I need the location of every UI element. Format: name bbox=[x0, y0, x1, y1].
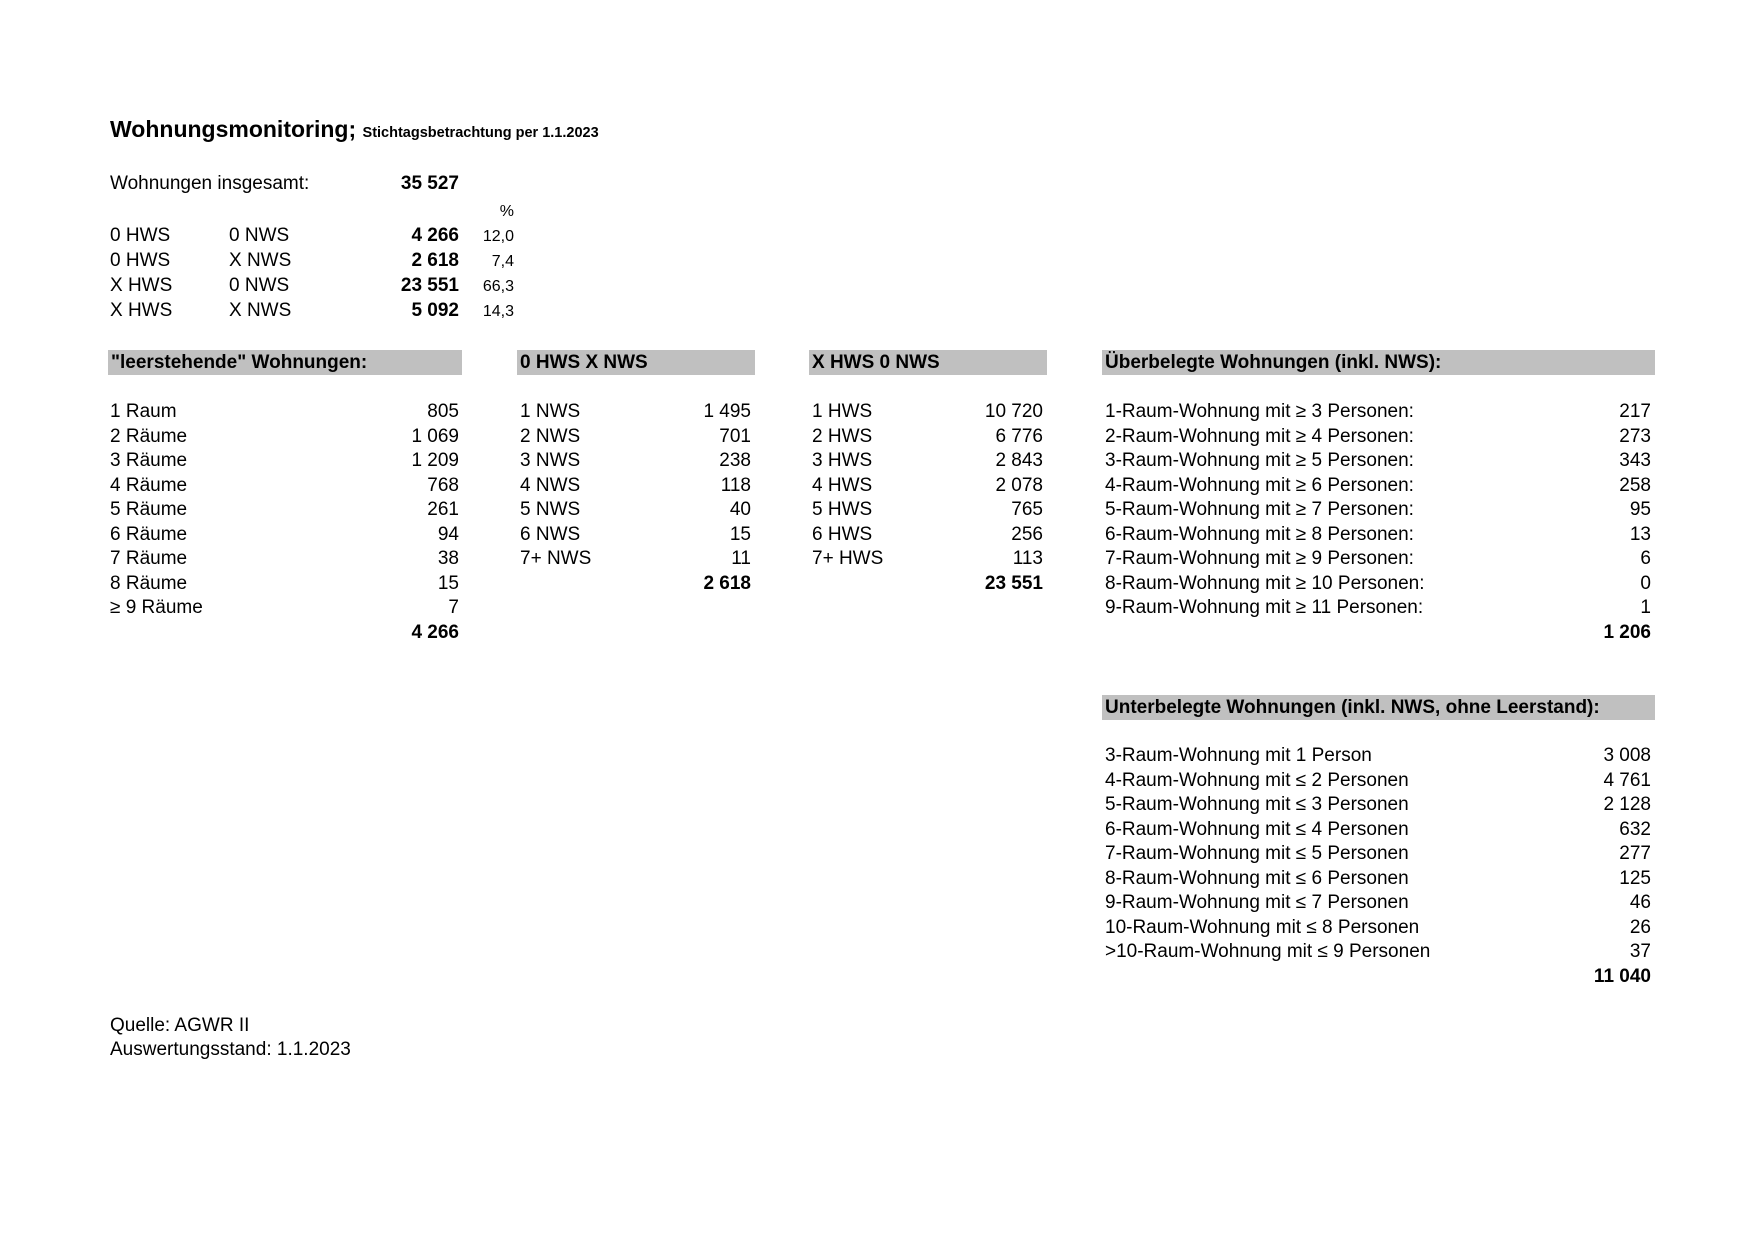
row-value: 0 bbox=[1640, 572, 1651, 594]
row-label: 1 Raum bbox=[110, 401, 177, 422]
list-item bbox=[812, 523, 1043, 548]
summary-value: 4 266 bbox=[411, 225, 459, 246]
list-item bbox=[1105, 425, 1651, 450]
list-item bbox=[1105, 474, 1651, 499]
summary-hws: 0 HWS bbox=[110, 225, 171, 246]
title-subtitle: Stichtagsbetrachtung per 1.1.2023 bbox=[362, 125, 599, 141]
row-value: 1 bbox=[1640, 597, 1651, 618]
summary-hws: 0 HWS bbox=[110, 250, 171, 271]
row-value: 37 bbox=[1629, 941, 1651, 962]
row-value: 10 720 bbox=[984, 401, 1043, 422]
pct-header: % bbox=[499, 203, 514, 220]
row-label: >10-Raum-Wohnung mit ≤ 9 Personen bbox=[1105, 941, 1431, 962]
row-label: 7+ HWS bbox=[812, 548, 884, 569]
row-value: 261 bbox=[427, 499, 459, 520]
row-value: 1 209 bbox=[411, 450, 459, 471]
list-item bbox=[812, 425, 1043, 450]
row-label: 2-Raum-Wohnung mit ≥ 4 Personen: bbox=[1105, 425, 1414, 447]
row-value: 3 008 bbox=[1603, 745, 1651, 766]
row-label: 6 NWS bbox=[520, 523, 581, 545]
row-label: 1 NWS bbox=[520, 401, 581, 422]
list-item bbox=[110, 474, 459, 499]
list-item bbox=[520, 547, 751, 572]
row-value: 1 495 bbox=[703, 401, 751, 422]
total-label: Wohnungen insgesamt: bbox=[110, 173, 310, 194]
row-label: 7 Räume bbox=[110, 548, 188, 569]
list-item bbox=[1105, 498, 1651, 523]
hws-only-total: 23 551 bbox=[984, 572, 1043, 594]
summary-pct: 14,3 bbox=[482, 303, 514, 320]
row-value: 217 bbox=[1619, 401, 1651, 422]
row-label: 6-Raum-Wohnung mit ≥ 8 Personen: bbox=[1105, 523, 1414, 545]
row-value: 38 bbox=[437, 548, 459, 569]
summary-hws: X HWS bbox=[110, 300, 173, 321]
row-label: 4 NWS bbox=[520, 474, 581, 496]
summary-nws: X NWS bbox=[229, 250, 292, 271]
row-value: 11 bbox=[731, 548, 751, 569]
row-value: 13 bbox=[1629, 523, 1651, 545]
summary-pct: 7,4 bbox=[491, 253, 514, 270]
hws-only-header: X HWS 0 NWS bbox=[809, 350, 1047, 375]
unterbelegt-header: Unterbelegte Wohnungen (inkl. NWS, ohne Leerstand): bbox=[1102, 695, 1655, 720]
row-label: 1-Raum-Wohnung mit ≥ 3 Personen: bbox=[1105, 401, 1414, 422]
footer-source: Quelle: AGWR II bbox=[110, 1015, 250, 1036]
footer-stand: Auswertungsstand: 1.1.2023 bbox=[110, 1039, 351, 1060]
list-item bbox=[520, 449, 751, 474]
page-title bbox=[110, 116, 599, 143]
row-value: 632 bbox=[1619, 818, 1651, 840]
row-value: 113 bbox=[1012, 548, 1043, 569]
summary-nws: X NWS bbox=[229, 300, 292, 321]
list-item bbox=[812, 400, 1043, 425]
list-item bbox=[110, 400, 459, 425]
row-value: 2 843 bbox=[995, 450, 1043, 471]
row-label: 5 Räume bbox=[110, 499, 188, 520]
row-value: 4 761 bbox=[1603, 769, 1651, 791]
list-item bbox=[812, 547, 1043, 572]
hws-only-list bbox=[812, 400, 1043, 596]
list-item bbox=[520, 425, 751, 450]
list-item bbox=[812, 449, 1043, 474]
list-item bbox=[812, 498, 1043, 523]
list-item bbox=[110, 425, 459, 450]
row-value: 118 bbox=[720, 474, 751, 496]
ueberbelegt-total: 1 206 bbox=[1603, 621, 1651, 643]
list-item bbox=[1105, 547, 1651, 572]
row-value: 15 bbox=[729, 523, 751, 545]
list-item bbox=[812, 474, 1043, 499]
row-value: 256 bbox=[1011, 523, 1043, 545]
list-item bbox=[1105, 940, 1651, 965]
row-label: 4 Räume bbox=[110, 474, 188, 496]
row-value: 343 bbox=[1619, 450, 1651, 471]
summary-nws: 0 NWS bbox=[229, 275, 290, 296]
row-label: 2 NWS bbox=[520, 425, 581, 447]
list-item bbox=[1105, 596, 1651, 621]
nws-only-list bbox=[520, 400, 751, 596]
row-label: 4-Raum-Wohnung mit ≥ 6 Personen: bbox=[1105, 474, 1414, 496]
summary-pct: 12,0 bbox=[482, 228, 514, 245]
row-label: 10-Raum-Wohnung mit ≤ 8 Personen bbox=[1105, 916, 1420, 938]
list-item bbox=[520, 523, 751, 548]
list-item bbox=[110, 449, 459, 474]
summary-nws: 0 NWS bbox=[229, 225, 290, 246]
summary-value: 23 551 bbox=[400, 275, 459, 296]
list-item bbox=[1105, 744, 1651, 769]
row-label: 5-Raum-Wohnung mit ≥ 7 Personen: bbox=[1105, 499, 1414, 520]
list-item bbox=[1105, 769, 1651, 794]
row-label: 8-Raum-Wohnung mit ≥ 10 Personen: bbox=[1105, 572, 1425, 594]
row-value: 238 bbox=[719, 450, 751, 471]
row-value: 46 bbox=[1629, 892, 1651, 913]
list-item bbox=[1105, 818, 1651, 843]
nws-only-header: 0 HWS X NWS bbox=[517, 350, 755, 375]
row-value: 768 bbox=[427, 474, 459, 496]
row-value: 15 bbox=[437, 572, 459, 594]
row-value: 765 bbox=[1011, 499, 1043, 520]
row-value: 125 bbox=[1619, 867, 1651, 889]
nws-only-total: 2 618 bbox=[703, 572, 751, 594]
summary-pct: 66,3 bbox=[482, 278, 514, 295]
row-value: 40 bbox=[729, 499, 751, 520]
leerstehende-header: "leerstehende" Wohnungen: bbox=[108, 350, 462, 375]
list-item bbox=[1105, 449, 1651, 474]
row-label: 4-Raum-Wohnung mit ≤ 2 Personen bbox=[1105, 769, 1409, 791]
row-value: 701 bbox=[719, 425, 751, 447]
row-value: 2 078 bbox=[995, 474, 1043, 496]
row-label: ≥ 9 Räume bbox=[110, 597, 203, 618]
row-value: 95 bbox=[1629, 499, 1651, 520]
row-label: 6 HWS bbox=[812, 523, 873, 545]
row-label: 8 Räume bbox=[110, 572, 188, 594]
list-item bbox=[110, 596, 459, 621]
row-value: 7 bbox=[448, 597, 459, 618]
row-value: 277 bbox=[1619, 843, 1651, 864]
row-value: 258 bbox=[1619, 474, 1651, 496]
list-item bbox=[110, 547, 459, 572]
row-value: 2 128 bbox=[1603, 794, 1651, 815]
row-value: 6 bbox=[1640, 548, 1651, 569]
list-item bbox=[1105, 916, 1651, 941]
ueberbelegt-list bbox=[1105, 400, 1651, 645]
list-item bbox=[110, 523, 459, 548]
row-label: 9-Raum-Wohnung mit ≥ 11 Personen: bbox=[1105, 597, 1424, 618]
row-label: 7-Raum-Wohnung mit ≥ 9 Personen: bbox=[1105, 548, 1414, 569]
list-item bbox=[1105, 842, 1651, 867]
row-label: 9-Raum-Wohnung mit ≤ 7 Personen bbox=[1105, 892, 1409, 913]
row-label: 5-Raum-Wohnung mit ≤ 3 Personen bbox=[1105, 794, 1409, 815]
list-item bbox=[1105, 572, 1651, 597]
row-value: 26 bbox=[1629, 916, 1651, 938]
row-label: 4 HWS bbox=[812, 474, 873, 496]
row-label: 7+ NWS bbox=[520, 548, 592, 569]
list-item bbox=[1105, 867, 1651, 892]
row-value: 805 bbox=[427, 401, 459, 422]
list-item bbox=[1105, 793, 1651, 818]
row-label: 7-Raum-Wohnung mit ≤ 5 Personen bbox=[1105, 843, 1409, 864]
summary-value: 2 618 bbox=[411, 250, 459, 271]
list-item bbox=[1105, 400, 1651, 425]
summary-value: 5 092 bbox=[411, 300, 459, 321]
unterbelegt-list bbox=[1105, 744, 1651, 989]
unterbelegt-total: 11 040 bbox=[1593, 965, 1651, 987]
list-item bbox=[520, 400, 751, 425]
list-item bbox=[520, 474, 751, 499]
row-label: 3-Raum-Wohnung mit ≥ 5 Personen: bbox=[1105, 450, 1414, 471]
list-item bbox=[1105, 891, 1651, 916]
list-item bbox=[110, 572, 459, 597]
row-value: 6 776 bbox=[995, 425, 1043, 447]
list-item bbox=[1105, 523, 1651, 548]
row-label: 2 HWS bbox=[812, 425, 873, 447]
row-label: 3 HWS bbox=[812, 450, 873, 471]
row-label: 2 Räume bbox=[110, 425, 188, 447]
row-label: 3-Raum-Wohnung mit 1 Person bbox=[1105, 745, 1372, 766]
row-label: 5 HWS bbox=[812, 499, 873, 520]
leerstehende-total: 4 266 bbox=[411, 621, 459, 643]
list-item bbox=[110, 498, 459, 523]
row-label: 6 Räume bbox=[110, 523, 188, 545]
leerstehende-list bbox=[110, 400, 459, 645]
row-label: 3 NWS bbox=[520, 450, 581, 471]
list-item bbox=[520, 498, 751, 523]
ueberbelegt-header: Überbelegte Wohnungen (inkl. NWS): bbox=[1102, 350, 1655, 375]
row-value: 94 bbox=[437, 523, 459, 545]
row-label: 3 Räume bbox=[110, 450, 188, 471]
total-value: 35 527 bbox=[400, 173, 459, 194]
row-label: 1 HWS bbox=[812, 401, 873, 422]
title-main: Wohnungsmonitoring; bbox=[110, 116, 357, 142]
summary-hws: X HWS bbox=[110, 275, 173, 296]
row-label: 5 NWS bbox=[520, 499, 581, 520]
row-label: 8-Raum-Wohnung mit ≤ 6 Personen bbox=[1105, 867, 1409, 889]
row-label: 6-Raum-Wohnung mit ≤ 4 Personen bbox=[1105, 818, 1409, 840]
row-value: 273 bbox=[1619, 425, 1651, 447]
row-value: 1 069 bbox=[411, 425, 459, 447]
